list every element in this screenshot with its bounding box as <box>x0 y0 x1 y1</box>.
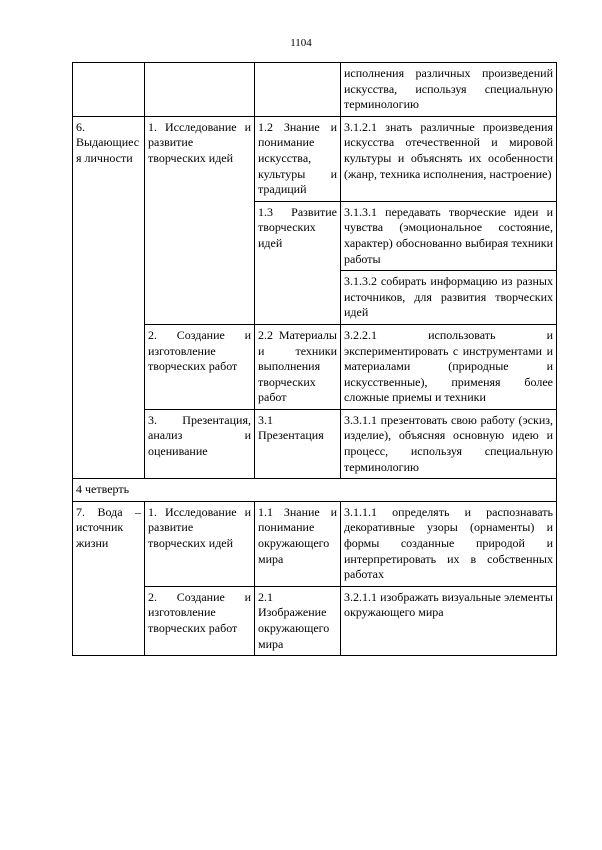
subsection-cell: 1. Исследование и развитие творческих идей <box>145 116 255 324</box>
quarter-heading: 4 четверть <box>73 479 557 502</box>
table-row <box>73 324 557 409</box>
table-row <box>73 63 557 117</box>
objective-cell: 3.1.3.2 собирать информацию из разных источников, для развития творческих идей <box>341 271 557 325</box>
goal-cell: 2.2 Материалы и техники выполнения творческих работ <box>255 324 341 409</box>
section-cell: 7. Вода – источник жизни <box>73 501 145 655</box>
table-row <box>73 116 557 201</box>
objective-cell: исполнения различных произведений искусства, используя специальную терминологию <box>341 63 557 117</box>
goal-cell <box>255 63 341 117</box>
table-row <box>73 586 557 655</box>
goal-cell: 1.3 Развитие творческих идей <box>255 201 341 324</box>
table-row <box>73 501 557 586</box>
table-row <box>73 409 557 478</box>
goal-cell: 1.2 Знание и понимание искусства, культуры и традиций <box>255 116 341 201</box>
curriculum-table <box>72 62 557 656</box>
subsection-cell: 3. Презентация, анализ и оценивание <box>145 409 255 478</box>
objective-cell: 3.2.1.1 изображать визуальные элементы окружающего мира <box>341 586 557 655</box>
subsection-cell <box>145 63 255 117</box>
objective-cell: 3.1.2.1 знать различные произведения искусства отечественной и мировой культуры и объяснять их особенности (жанр, техника исполнения, настроение) <box>341 116 557 201</box>
objective-cell: 3.1.3.1 передавать творческие идеи и чувства (эмоциональное состояние, характер) обоснованно выбирая техники работы <box>341 201 557 270</box>
objective-cell: 3.3.1.1 презентовать свою работу (эскиз, изделие), объясняя основную идею и процесс, используя специальную терминологию <box>341 409 557 478</box>
goal-cell: 1.1 Знание и понимание окружающего мира <box>255 501 341 586</box>
objective-cell: 3.2.2.1 использовать и экспериментировать с инструментами и материалами (природные и искусственные), применяя более сложные приемы и техники <box>341 324 557 409</box>
subsection-cell: 1. Исследование и развитие творческих идей <box>145 501 255 586</box>
goal-cell: 3.1 Презентация <box>255 409 341 478</box>
goal-cell: 2.1 Изображение окружающего мира <box>255 586 341 655</box>
table-row <box>73 479 557 502</box>
page-number: 1104 <box>290 37 312 49</box>
subsection-cell: 2. Создание и изготовление творческих работ <box>145 324 255 409</box>
objective-cell: 3.1.1.1 определять и распознавать декоративные узоры (орнаменты) и формы созданные природой и интерпретировать их в собственных работах <box>341 501 557 586</box>
section-cell <box>73 63 145 117</box>
section-cell: 6. Выдающиеся личности <box>73 116 145 478</box>
subsection-cell: 2. Создание и изготовление творческих работ <box>145 586 255 655</box>
